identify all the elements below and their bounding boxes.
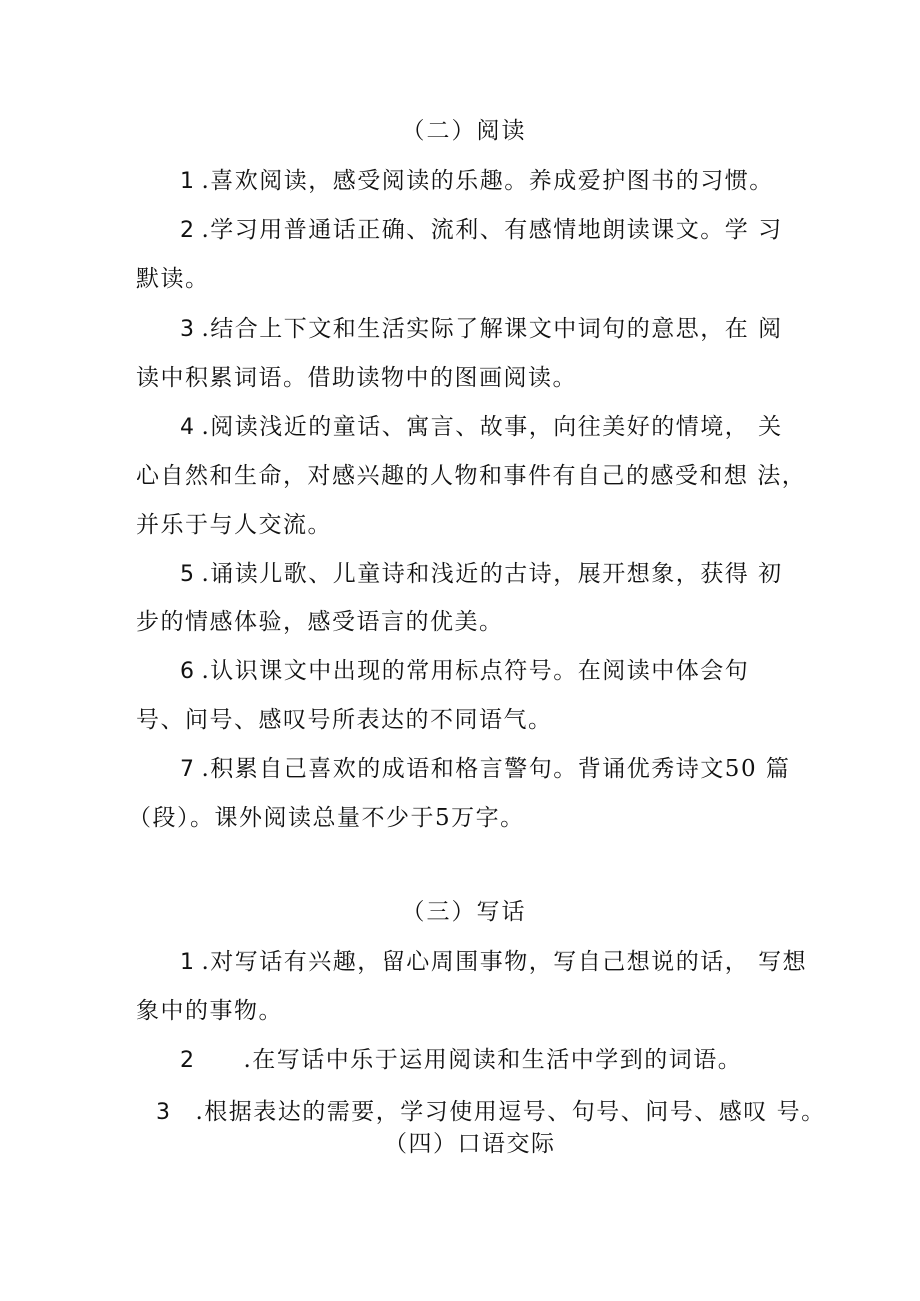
item-number: 5 (180, 562, 196, 587)
item-number: 1 (180, 169, 196, 194)
writing-item-3-line-1: 3 .根据表达的需要，学习使用逗号、句号、问号、感叹 号。 (156, 1097, 826, 1128)
reading-item-5-line-1: 5 .诵读儿歌、儿童诗和浅近的古诗，展开想象，获得 初 (180, 559, 783, 590)
reading-item-7-line-2: （段）。课外阅读总量不少于5万字。 (128, 805, 525, 831)
item-number: 7 (180, 757, 196, 782)
reading-item-6-line-1: 6 .认识课文中出现的常用标点符号。在阅读中体会句 (180, 656, 749, 687)
reading-item-3-line-1: 3 .结合上下文和生活实际了解课文中词句的意思，在 阅 (180, 314, 783, 345)
writing-item-1-line-1: 1 .对写话有兴趣，留心周围事物，写自己想说的话， 写想 (180, 947, 807, 978)
section-heading-oral: （四）口语交际 (384, 1131, 556, 1157)
item-number: 3 (180, 317, 196, 342)
reading-item-6-line-2: 号、问号、感叹号所表达的不同语气。 (136, 707, 553, 733)
reading-item-4-line-1: 4 .阅读浅近的童话、寓言、故事，向往美好的情境， 关 (180, 412, 783, 443)
item-number: 6 (180, 659, 196, 684)
item-number: 2 (180, 1048, 196, 1073)
item-number: 4 (180, 415, 196, 440)
reading-item-3-line-2: 读中积累词语。借助读物中的图画阅读。 (136, 365, 577, 391)
reading-item-2-line-2: 默读。 (136, 266, 210, 292)
item-number: 2 (180, 218, 196, 243)
reading-item-5-line-2: 步的情感体验，感受语言的优美。 (136, 609, 504, 635)
item-number: 3 (156, 1100, 172, 1125)
reading-item-7-line-1: 7 .积累自己喜欢的成语和格言警句。背诵优秀诗文50 篇 (180, 754, 790, 785)
writing-item-2-line-1: 2 .在写话中乐于运用阅读和生活中学到的词语。 (180, 1045, 742, 1076)
section-heading-writing: （三）写话 (401, 899, 527, 925)
item-number: 1 (180, 950, 196, 975)
reading-item-4-line-3: 并乐于与人交流。 (136, 512, 332, 538)
reading-item-2-line-1: 2 .学习用普通话正确、流利、有感情地朗读课文。学 习 (180, 215, 783, 246)
section-heading-reading: （二）阅读 (401, 118, 527, 144)
writing-item-1-line-2: 象中的事物。 (136, 998, 283, 1024)
reading-item-4-line-2: 心自然和生命，对感兴趣的人物和事件有自己的感受和想 法， (136, 463, 807, 489)
reading-item-1-line-1: 1 .喜欢阅读，感受阅读的乐趣。养成爱护图书的习惯。 (180, 166, 774, 197)
